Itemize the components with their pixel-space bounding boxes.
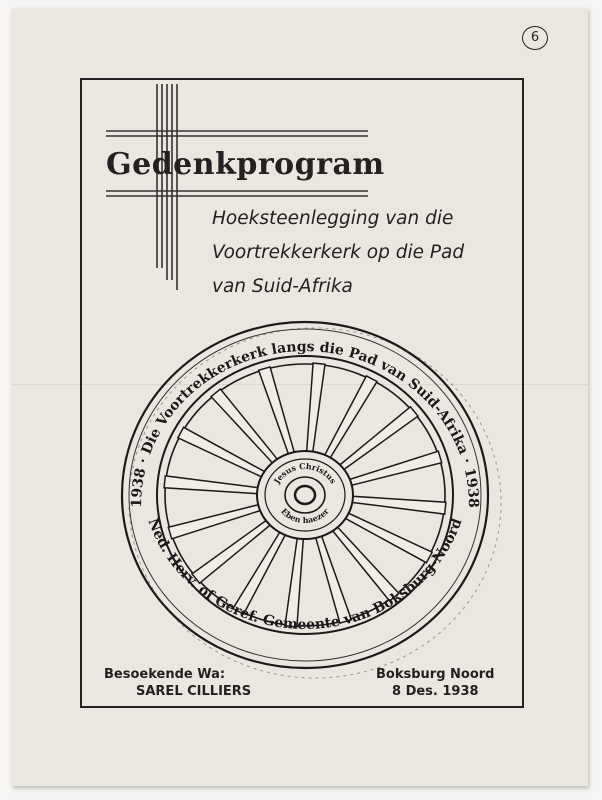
wheel-spoke (307, 363, 325, 453)
subtitle-line: van Suid-Afrika (212, 276, 353, 297)
rim-text-lower: Ned. Herv. of Geref. Gemeente van Boksburg-Noord (144, 516, 466, 633)
event-date: 8 Des. 1938 (392, 684, 479, 699)
location: Boksburg Noord (376, 667, 495, 682)
rim-text-upper: 1938 · Die Voortrekkerkerk langs die Pad van Suid-Afrika · 1938 (128, 338, 482, 508)
hub-text-upper: Jesus Christus (271, 460, 339, 486)
program-title: Gedenkprogram (106, 147, 385, 182)
wheel-spoke (351, 496, 446, 514)
page-number: 6 (522, 26, 548, 50)
visiting-wagon-label: Besoekende Wa: (104, 667, 226, 682)
wheel-spoke (285, 537, 303, 627)
wheel-spoke (164, 476, 259, 494)
wagon-name: SAREL CILLIERS (136, 684, 252, 699)
subtitle-line: Hoeksteenlegging van die (212, 208, 454, 229)
hub-text-lower: Eben haezer (279, 506, 331, 526)
program-subtitle (212, 202, 522, 304)
wagon-wheel (122, 322, 501, 678)
subtitle-line: Voortrekkerkerk op die Pad (212, 242, 465, 263)
